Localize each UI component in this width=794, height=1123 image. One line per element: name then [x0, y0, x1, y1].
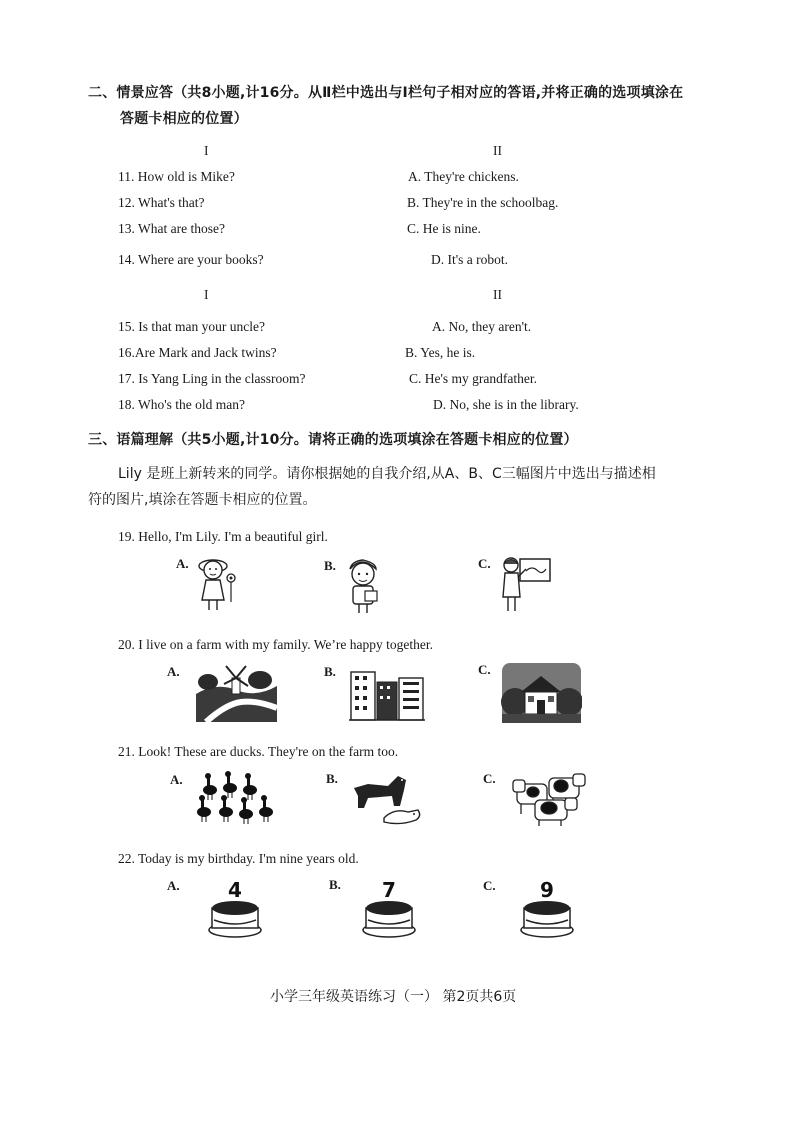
question-11: 11. How old is Mike? — [118, 169, 235, 184]
question-12: 12. What's that? — [118, 195, 205, 210]
answer-11-a: A. They're chickens. — [408, 169, 519, 184]
question-19: 19. Hello, I'm Lily. I'm a beautiful girl. — [118, 529, 328, 544]
q20-option-c-label: C. — [478, 662, 491, 677]
boy-with-bag-picture — [342, 555, 384, 615]
question-20: 20. I live on a farm with my family. We’re happy together. — [118, 637, 433, 652]
question-18: 18. Who's the old man? — [118, 397, 246, 412]
q19-option-c-label: C. — [478, 556, 491, 571]
section2-title-line2: 答题卡相应的位置） — [120, 111, 248, 127]
cows-picture — [509, 772, 593, 828]
q22-option-a-label: A. — [167, 878, 180, 893]
section3-intro-line2: 符的图片,填涂在答题卡相应的位置。 — [88, 492, 317, 508]
section2-title-line1: 二、情景应答（共8小题,计16分。从Ⅱ栏中选出与Ⅰ栏句子相对应的答语,并将正确的选项填涂在 — [88, 85, 684, 101]
city-buildings-picture — [349, 664, 425, 722]
section3-intro-line1: Lily 是班上新转来的同学。请你根据她的自我介绍,从A、B、C三幅图片中选出与描述相 — [118, 466, 656, 482]
answer-17-c: C. He's my grandfather. — [409, 371, 538, 386]
answer-15-a: A. No, they aren't. — [432, 319, 532, 334]
question-17: 17. Is Yang Ling in the classroom? — [118, 371, 306, 386]
q21-option-c-label: C. — [483, 771, 496, 786]
house-with-trees-picture — [501, 662, 582, 724]
q19-option-a-label: A. — [176, 556, 189, 571]
question-21: 21. Look! These are ducks. They're on the farm too. — [118, 744, 399, 759]
candle-number-7: 7 — [382, 878, 396, 902]
answer-16-b: B. Yes, he is. — [405, 345, 476, 360]
q20-option-a-label: A. — [167, 664, 180, 679]
q22-option-c-label: C. — [483, 878, 496, 893]
answer-14-d: D. It's a robot. — [431, 252, 509, 267]
section3-title: 三、语篇理解（共5小题,计10分。请将正确的选项填涂在答题卡相应的位置） — [88, 432, 578, 448]
question-22: 22. Today is my birthday. I'm nine years old. — [118, 851, 359, 866]
question-16: 16.Are Mark and Jack twins? — [118, 345, 277, 360]
page-footer: 小学三年级英语练习（一） 第2页共6页 — [270, 989, 517, 1005]
q19-option-b-label: B. — [324, 558, 336, 573]
answer-12-b: B. They're in the schoolbag. — [407, 195, 559, 210]
q21-option-a-label: A. — [170, 772, 183, 787]
candle-number-9: 9 — [540, 878, 554, 902]
q21-option-b-label: B. — [326, 771, 338, 786]
dogs-picture — [348, 770, 424, 828]
birthday-cake-4-picture — [206, 878, 264, 940]
group2-col2-header: II — [493, 287, 502, 302]
geese-picture — [196, 770, 278, 826]
group2-col1-header: I — [204, 287, 209, 302]
answer-18-d: D. No, she is in the library. — [433, 397, 579, 412]
birthday-cake-7-picture — [360, 878, 418, 940]
teacher-at-board-picture — [498, 553, 552, 615]
question-14: 14. Where are your books? — [118, 252, 264, 267]
answer-13-c: C. He is nine. — [407, 221, 481, 236]
group1-col1-header: I — [204, 143, 209, 158]
q22-option-b-label: B. — [329, 877, 341, 892]
question-13: 13. What are those? — [118, 221, 225, 236]
candle-number-4: 4 — [228, 878, 242, 902]
q20-option-b-label: B. — [324, 664, 336, 679]
question-15: 15. Is that man your uncle? — [118, 319, 265, 334]
group1-col2-header: II — [493, 143, 502, 158]
farm-windmill-picture — [196, 664, 277, 722]
birthday-cake-9-picture — [518, 878, 576, 940]
girl-with-flower-picture — [193, 552, 239, 614]
